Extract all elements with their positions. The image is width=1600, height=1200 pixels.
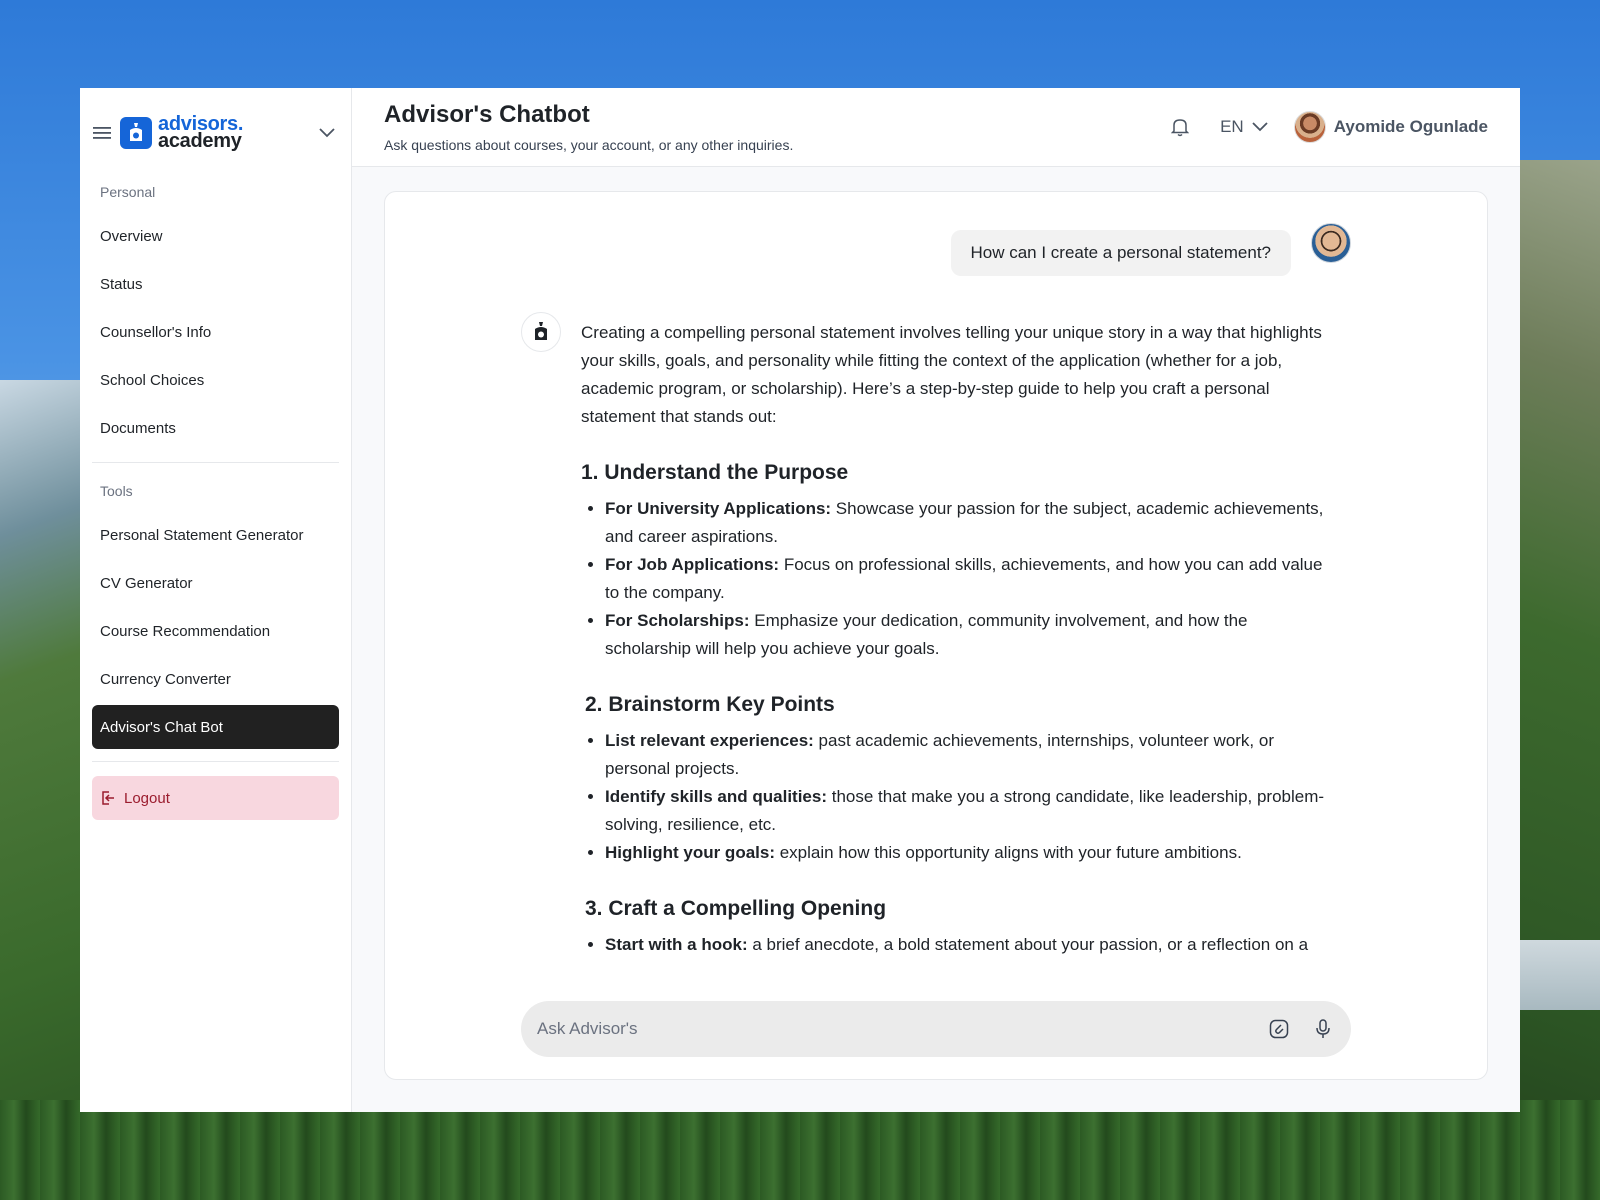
menu-icon[interactable]: [92, 123, 112, 143]
bullet-list: [581, 727, 1331, 867]
topbar-actions: [1168, 111, 1488, 143]
sidebar-item-course-recommendation[interactable]: Course Recommendation: [100, 622, 271, 640]
chevron-down-icon[interactable]: [317, 123, 337, 143]
sidebar-divider-2: [92, 761, 339, 762]
list-item-bold: For Job Applications:: [605, 555, 780, 574]
sidebar-item-currency-converter[interactable]: Currency Converter: [100, 670, 231, 688]
list-item-bold: For University Applications:: [605, 499, 832, 518]
brand-logo-text[interactable]: [158, 113, 244, 152]
page-subtitle: Ask questions about courses, your account, or any other inquiries.: [384, 137, 794, 153]
attach-icon[interactable]: [1267, 1017, 1291, 1041]
logout-button[interactable]: [92, 776, 339, 820]
user-avatar: [1311, 223, 1351, 263]
list-item: [605, 783, 1331, 839]
app-window: [80, 88, 1520, 1112]
brand-line-2: academy: [158, 130, 242, 152]
list-item-bold: Start with a hook:: [605, 935, 748, 954]
message-list[interactable]: [385, 192, 1487, 979]
sidebar-item-status[interactable]: Status: [100, 275, 143, 293]
chat-input[interactable]: [537, 1019, 1247, 1039]
list-item-bold: For Scholarships:: [605, 611, 750, 630]
bullet-list: [581, 931, 1331, 959]
topbar: [352, 88, 1520, 167]
chat-panel: [384, 191, 1488, 1080]
avatar: [1294, 111, 1326, 143]
advisors-logo-icon: [120, 117, 152, 149]
title-block: [384, 101, 793, 153]
section-heading: 2. Brainstorm Key Points: [585, 693, 835, 716]
language-selector[interactable]: [1220, 117, 1268, 137]
user-name: Ayomide Ogunlade: [1333, 117, 1488, 136]
list-item: [605, 551, 1331, 607]
list-item: [605, 727, 1331, 783]
list-item: [605, 495, 1331, 551]
list-item: [605, 607, 1331, 663]
section-label-personal: Personal: [100, 184, 156, 200]
bell-icon[interactable]: [1168, 115, 1192, 139]
list-item: [605, 931, 1331, 959]
logout-label: Logout: [124, 789, 170, 807]
section-label-tools: Tools: [100, 483, 133, 499]
list-item-bold: Identify skills and qualities:: [605, 787, 827, 806]
sidebar: [80, 88, 352, 1112]
sidebar-item-documents[interactable]: Documents: [100, 419, 176, 437]
section-heading: 1. Understand the Purpose: [581, 461, 849, 484]
bot-message: [581, 319, 1331, 959]
background-water: [1520, 940, 1600, 1010]
list-item-text: Focus on professional skills, achievements, and how you can add value to the company.: [605, 555, 1323, 602]
sidebar-divider: [92, 462, 339, 463]
main-area: [352, 88, 1520, 1112]
background-forest: [0, 1100, 1600, 1200]
bot-avatar-icon: [521, 312, 561, 352]
chat-input-bar: [521, 1001, 1351, 1057]
microphone-icon[interactable]: [1311, 1017, 1335, 1041]
chevron-down-icon: [1252, 122, 1268, 132]
bot-intro-text: Creating a compelling personal statement involves telling your unique story in a way that highlights your skills, goals, and personality while fitting the context of the application (whether for a job, academic program, or scholarship). Here’s a step-by-step guide to help you craft a personal statement that stands out:: [581, 323, 1322, 426]
user-menu[interactable]: [1294, 111, 1488, 143]
sidebar-item-personal-statement-generator[interactable]: Personal Statement Generator: [100, 526, 304, 544]
sidebar-item-counsellors-info[interactable]: Counsellor's Info: [100, 323, 212, 341]
list-item: [605, 839, 1331, 867]
list-item-bold: List relevant experiences:: [605, 731, 814, 750]
sidebar-item-school-choices[interactable]: School Choices: [100, 371, 205, 389]
brand-header: [92, 88, 339, 178]
sidebar-item-overview[interactable]: Overview: [100, 227, 163, 245]
user-message-bubble: How can I create a personal statement?: [951, 230, 1292, 276]
list-item-text: a brief anecdote, a bold statement about your passion, or a reflection on a: [747, 935, 1309, 954]
section-heading: 3. Craft a Compelling Opening: [585, 897, 887, 920]
list-item-text: past academic achievements, internships, volunteer work, or personal projects.: [605, 731, 1274, 778]
list-item-text: explain how this opportunity aligns with your future ambitions.: [775, 843, 1242, 862]
list-item-bold: Highlight your goals:: [605, 843, 775, 862]
list-item-text: Emphasize your dedication, community involvement, and how the scholarship will help you achieve your goals.: [605, 611, 1248, 658]
language-label: EN: [1220, 117, 1244, 136]
sidebar-item-advisors-chat-bot[interactable]: Advisor's Chat Bot: [92, 705, 339, 749]
list-item-text: those that make you a strong candidate, like leadership, problem-solving, resilience, etc.: [605, 787, 1325, 834]
list-item-text: Showcase your passion for the subject, academic achievements, and career aspirations.: [605, 499, 1324, 546]
brand-line-1: advisors.: [158, 113, 244, 135]
bullet-list: [581, 495, 1331, 663]
sidebar-item-cv-generator[interactable]: CV Generator: [100, 574, 193, 592]
logout-icon: [100, 790, 116, 806]
page-title: Advisor's Chatbot: [384, 101, 590, 128]
